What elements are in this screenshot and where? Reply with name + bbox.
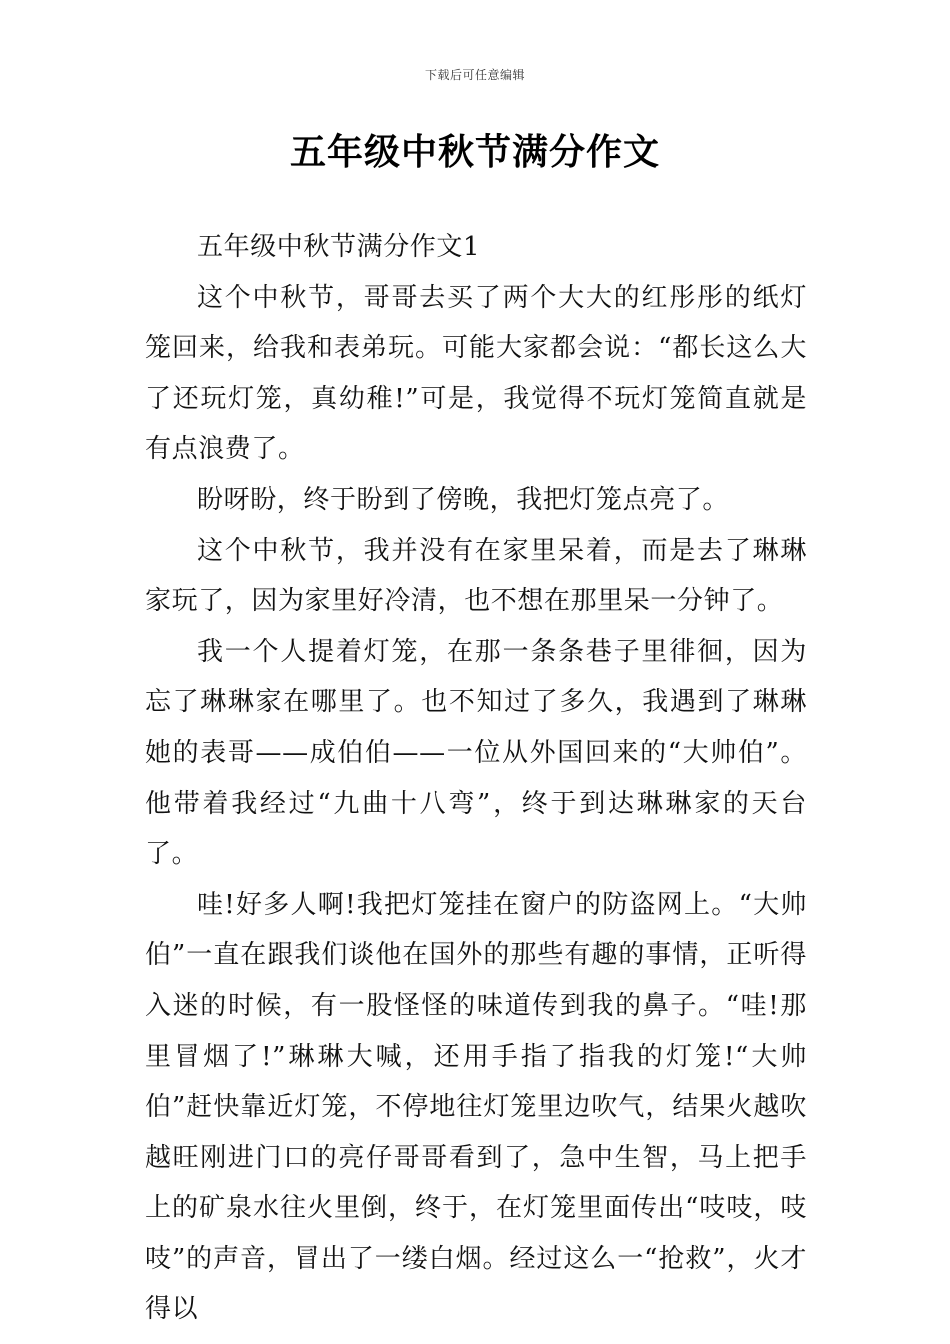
essay-subtitle: 五年级中秋节满分作文1	[197, 232, 481, 262]
essay-paragraph: 这个中秋节，我并没有在家里呆着，而是去了琳琳家玩了，因为家里好冷清，也不想在那里呆一分钟了。	[145, 535, 807, 617]
essay-paragraph: 这个中秋节，哥哥去买了两个大大的红彤彤的纸灯笼回来，给我和表弟玩。可能大家都会说：“都长这么大了还玩灯笼，真幼稚!”可是，我觉得不玩灯笼简直就是有点浪费了。	[145, 282, 807, 465]
document-title: 五年级中秋节满分作文	[289, 132, 660, 173]
essay-paragraph: 盼呀盼，终于盼到了傍晚，我把灯笼点亮了。	[197, 484, 730, 515]
essay-paragraph: 哇!好多人啊!我把灯笼挂在窗户的防盗网上。“大帅伯”一直在跟我们谈他在国外的那些有趣的事情，正听得入迷的时候，有一股怪怪的味道传到我的鼻子。“哇!那里冒烟了!”琳琳大喊，还用手指了指我的灯笼!“大帅伯”赶快靠近灯笼，不停地往灯笼里边吹气，结果火越吹越旺刚进门口的亮仔哥哥看到了，急中生智，马上把手上的矿泉水往火里倒，终于，在灯笼里面传出“吱吱，吱吱”的声音，冒出了一缕白烟。经过这么一“抢救”，火才得以	[145, 889, 807, 1325]
document-body	[145, 222, 807, 1335]
essay-paragraph: 我一个人提着灯笼，在那一条条巷子里徘徊，因为忘了琳琳家在哪里了。也不知过了多久，我遇到了琳琳她的表哥——成伯伯——一位从外国回来的“大帅伯”。他带着我经过“九曲十八弯”，终于到达琳琳家的天台了。	[145, 636, 807, 870]
header-note: 下载后可任意编辑	[424, 68, 525, 82]
